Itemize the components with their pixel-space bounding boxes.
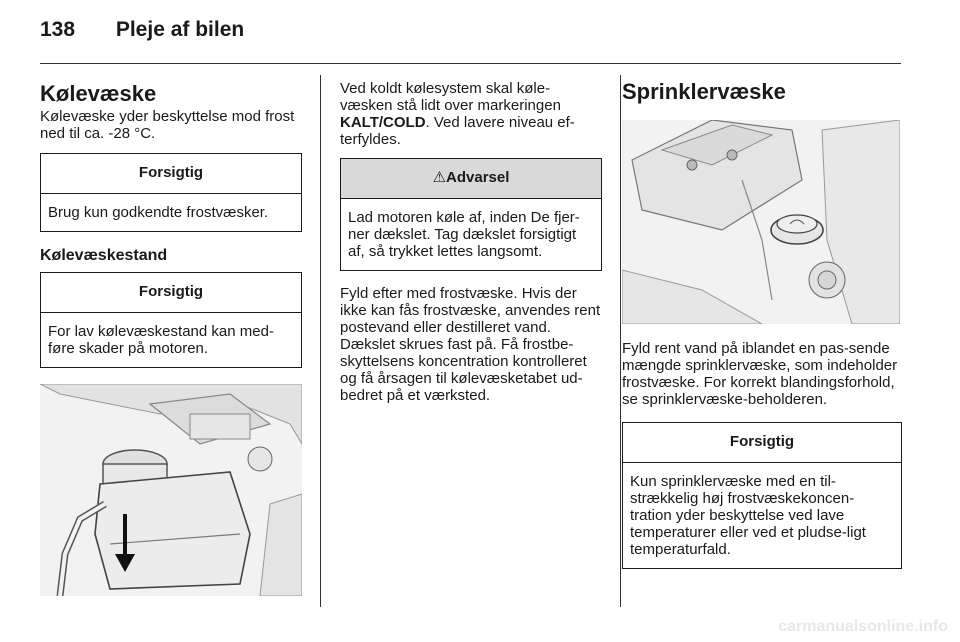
warning-heading <box>341 159 601 198</box>
column-coolant-level <box>340 80 602 404</box>
warning-box <box>340 158 602 271</box>
caution-heading-3: Forsigtig <box>729 433 795 450</box>
column-divider-2 <box>620 75 621 607</box>
caution-box-1 <box>40 153 302 232</box>
warning-icon: ⚠ <box>432 169 447 186</box>
section-title: Pleje af bilen <box>115 18 245 41</box>
refill-paragraph: Fyld efter med frostvæske. Hvis der ikke kan fås frostvæske, anvendes rent postevand eller destilleret vand. Dækslet skrues fast på. Få frostbe-skyttelsens koncentration kontrolleret og få årsagen til kølevæsketabet ud-bedret på et værksted. <box>340 285 601 404</box>
coolant-level-heading: Kølevæskestand <box>40 247 168 264</box>
coolant-reservoir-illustration <box>40 384 302 596</box>
column-coolant <box>40 80 302 596</box>
caution-text-2: For lav kølevæskestand kan med-føre skader på motoren. <box>41 312 301 367</box>
header-rule <box>40 63 901 64</box>
coolant-title: Kølevæske <box>40 81 157 106</box>
page-number: 138 <box>40 18 76 41</box>
watermark: carmanualsonline.info <box>778 618 948 635</box>
warning-heading-label: Advarsel <box>446 169 510 186</box>
coolant-level-text-a: Ved koldt kølesystem skal køle-væsken stå lidt over markeringen <box>340 80 561 114</box>
caution-box-2 <box>40 272 302 368</box>
caution-box-3 <box>622 422 902 569</box>
warning-text: Lad motoren køle af, inden De fjer-ner dækslet. Tag dækslet forsigtigt af, så trykket lettes langsomt. <box>341 198 601 270</box>
coolant-level-paragraph <box>340 80 602 148</box>
coolant-level-text-b: . Ved lavere niveau ef-terfyldes. <box>340 114 575 148</box>
caution-text-3: Kun sprinklervæske med en til-strækkelig høj frostvæskekoncen-tration yder beskyttelse ved lave temperaturer eller ved et pludse-ligt temperaturfald. <box>623 462 901 568</box>
washer-reservoir-drawing <box>622 120 900 324</box>
washer-fluid-paragraph: Fyld rent vand på iblandet en pas-sende mængde sprinklervæske, som indeholder frostvæske. For korrekt blandingsforhold, se sprinklervæske-beholderen. <box>622 340 898 408</box>
caution-heading-2: Forsigtig <box>138 283 204 300</box>
coolant-intro: Kølevæske yder beskyttelse mod frost ned til ca. -28 °C. <box>40 108 295 142</box>
washer-fluid-title: Sprinklervæske <box>622 79 786 104</box>
washer-reservoir-illustration <box>622 120 900 324</box>
kalt-cold-marking: KALT/COLD <box>340 114 426 131</box>
caution-heading-1: Forsigtig <box>138 164 204 181</box>
page-header <box>40 18 244 42</box>
column-divider-1 <box>320 75 321 607</box>
caution-text-1: Brug kun godkendte frostvæsker. <box>41 193 301 231</box>
coolant-reservoir-drawing <box>40 384 302 596</box>
column-washer-fluid <box>622 78 902 569</box>
